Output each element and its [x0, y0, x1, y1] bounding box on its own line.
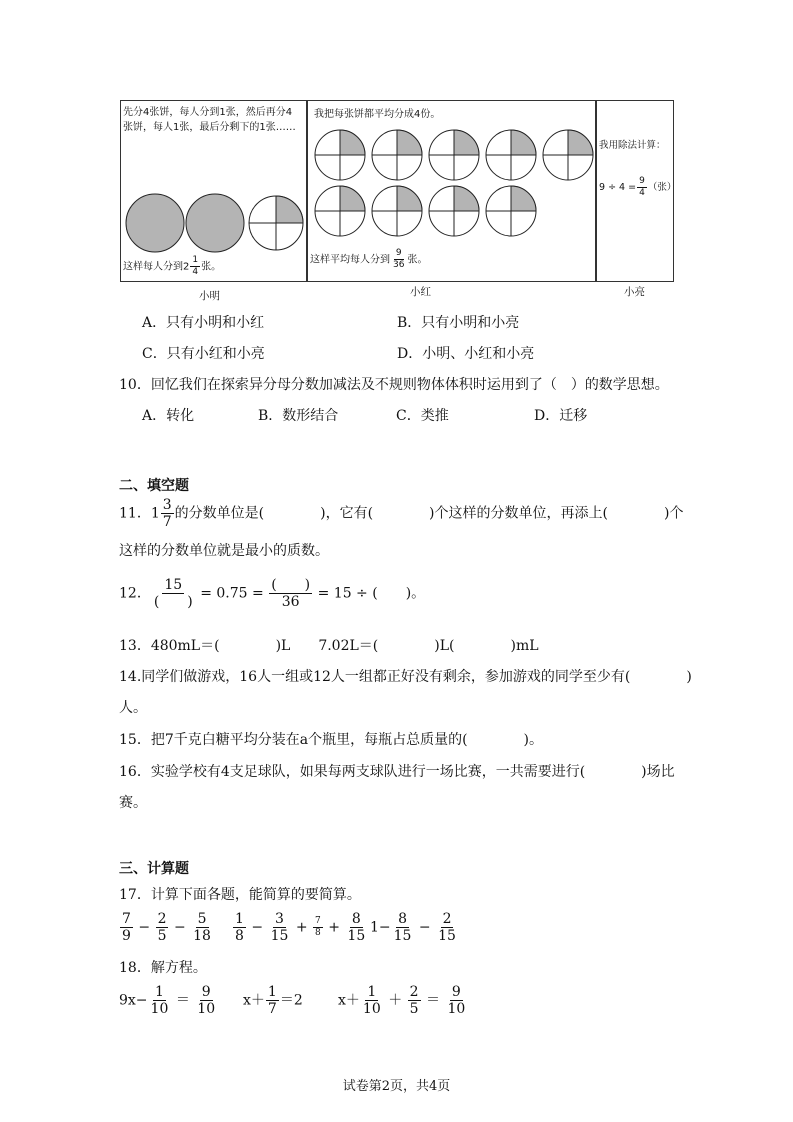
q13: 13．480mL＝( )L 7.02L＝( )L( )mL	[119, 638, 539, 654]
pie-quartered-8	[429, 186, 479, 236]
pie-quarter	[249, 196, 303, 250]
q17-expr-1: $\frac{7}{9}$ − $\frac{2}{5}$ − $\frac{5}{18}$	[122, 911, 211, 944]
page-footer: 试卷第2页，共4页	[342, 1079, 451, 1094]
pie-quartered-9	[486, 186, 536, 236]
section2-title: 二、填空题	[119, 478, 189, 494]
pie-quartered-5	[543, 130, 593, 180]
q10-option-b: B．数形结合	[258, 408, 339, 424]
q9-option-d: D．小明、小红和小亮	[397, 346, 535, 362]
q18-eq-3: x＋ $\frac{1}{10}$ ＋ $\frac{2}{5}$ ＝ $\frac{9}{10}$	[338, 984, 466, 1017]
xiaoming-circles	[121, 191, 306, 256]
xiaoliang-fraction: $\frac{9}{4}$	[639, 176, 645, 198]
q11-fraction: $\frac{3}{7}$	[162, 497, 172, 530]
q17-expr-2: $\frac{1}{8}$ − $\frac{3}{15}$ + $\frac{7}{8}$ + $\frac{8}{15}$	[235, 911, 366, 944]
xiaohong-circles	[308, 121, 595, 246]
xiaoming-panel	[120, 100, 307, 282]
q12-fraction-1: $\frac{15}{( )}$	[153, 577, 193, 610]
xiaohong-result: 这样平均每人分到 $\frac{9}{36}$ 张。	[310, 248, 428, 270]
q14-line1: 14.同学们做游戏，16人一组或12人一组都正好没有剩余，参加游戏的同学至少有( )	[119, 669, 692, 685]
q9-option-c: C．只有小红和小亮	[142, 346, 265, 362]
pie-quartered-2	[372, 130, 422, 180]
q12-fraction-2: $\frac{( )}{36}$	[271, 577, 311, 610]
q18-text: 18．解方程。	[119, 960, 207, 976]
pie-full-2	[186, 194, 244, 252]
q18-eq-1: 9x− $\frac{1}{10}$ ＝ $\frac{9}{10}$	[119, 984, 216, 1017]
q18-eq-2: x＋ $\frac{1}{7}$ ＝2	[243, 984, 303, 1017]
xiaohong-panel	[307, 100, 596, 282]
xiaohong-fraction: $\frac{9}{36}$	[393, 248, 405, 270]
q10-option-a: A．转化	[142, 408, 195, 424]
pie-full-1	[126, 194, 184, 252]
pie-quartered-4	[486, 130, 536, 180]
q12: 12． $\frac{15}{( )}$ = 0.75 = $\frac{( )}{36}$ = 15 ÷ ( )。	[119, 577, 426, 610]
q15: 15．把7千克白糖平均分装在a个瓶里，每瓶占总质量的( )。	[119, 732, 543, 748]
q11-line1: 11．1 $\frac{3}{7}$ 的分数单位是( )，它有( )个这样的分数单位，再添上( )个	[119, 497, 684, 530]
xiaoming-text: 先分4张饼，每人分到1张，然后再分4张饼，每人1张，最后分剩下的1张……	[123, 107, 296, 133]
pie-quartered-3	[429, 130, 479, 180]
pie-quartered-7	[372, 186, 422, 236]
q14-line2: 人。	[119, 700, 147, 716]
xiaohong-text: 我把每张饼都平均分成4份。	[314, 109, 441, 120]
q10-option-d: D．迁移	[534, 408, 588, 424]
q9-option-a: A．只有小明和小红	[142, 315, 265, 331]
pie-quartered-6	[315, 186, 365, 236]
q9-option-b: B．只有小明和小亮	[397, 315, 520, 331]
caption-xiaohong: 小红	[410, 286, 431, 298]
q17-expr-3: 1− $\frac{8}{15}$ − $\frac{2}{15}$	[370, 911, 456, 944]
xiaoliang-panel	[596, 100, 677, 282]
section3-title: 三、计算题	[119, 861, 189, 877]
q16-line2: 赛。	[119, 795, 147, 811]
q11-line2: 这样的分数单位就是最小的质数。	[119, 543, 329, 559]
q10-option-c: C．类推	[396, 408, 449, 424]
caption-xiaoliang: 小亮	[624, 286, 645, 298]
xiaoliang-text: 我用除法计算：	[599, 140, 666, 151]
q10-text: 10．回忆我们在探索异分母分数加减法及不规则物体体积时运用到了（ ）的数学思想。	[119, 377, 669, 393]
xiaoming-result: 这样每人分到2 $\frac{1}{4}$ 张。	[123, 255, 222, 277]
xiaoming-fraction: $\frac{1}{4}$	[192, 255, 199, 277]
pie-quartered-1	[315, 130, 365, 180]
xiaoliang-expr: 9 ÷ 4 = $\frac{9}{4}$ （张）	[599, 176, 677, 198]
q17-text: 17．计算下面各题，能简算的要简算。	[119, 887, 361, 903]
q16-line1: 16．实验学校有4支足球队，如果每两支球队进行一场比赛，一共需要进行( )场比	[119, 764, 675, 780]
caption-xiaoming: 小明	[199, 290, 220, 302]
